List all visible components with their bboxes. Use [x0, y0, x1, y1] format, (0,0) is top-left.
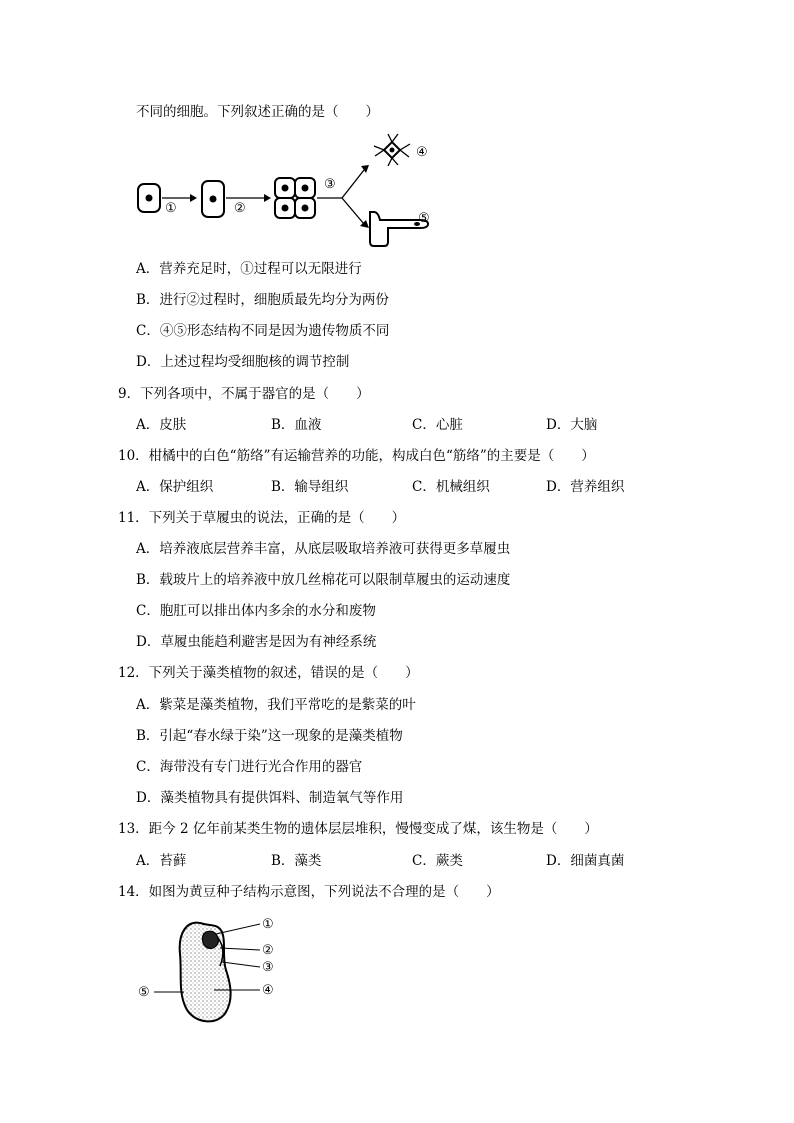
q8-stem: 不同的细胞。下列叙述正确的是（ ） [136, 104, 379, 120]
label-4: ④ [416, 145, 428, 160]
q11-option-c: C．胞肛可以排出体内多余的水分和废物 [136, 603, 376, 619]
q8-option-b: B．进行②过程时，细胞质最先均分为两份 [136, 292, 389, 308]
q13-stem: 13．距今 2 亿年前某类生物的遗体层层堆积，慢慢变成了煤，该生物是（ ） [118, 821, 598, 837]
q9-option-d: D．大脑 [546, 417, 598, 433]
q10-option-b: B．输导组织 [271, 479, 349, 495]
q11-stem: 11．下列关于草履虫的说法，正确的是（ ） [118, 510, 406, 526]
q12-option-a: A．紫菜是藻类植物，我们平常吃的是紫菜的叶 [136, 697, 416, 713]
cell-division-figure [132, 128, 452, 253]
q13-option-b: B．藻类 [271, 853, 322, 869]
q14-stem: 14．如图为黄豆种子结构示意图，下列说法不合理的是（ ） [118, 884, 500, 900]
seed-label-3: ③ [262, 960, 274, 975]
seed-label-2: ② [262, 943, 274, 958]
q11-option-d: D．草履虫能趋利避害是因为有神经系统 [136, 634, 377, 650]
seed-label-1: ① [262, 917, 274, 932]
q8-option-d: D．上述过程均受细胞核的调节控制 [136, 354, 350, 370]
q9-option-c: C．心脏 [412, 417, 463, 433]
q13-option-c: C．蕨类 [412, 853, 463, 869]
q10-option-d: D．营养组织 [546, 479, 625, 495]
q12-option-b: B．引起“春水绿于染”这一现象的是藻类植物 [136, 728, 403, 744]
q10-option-c: C．机械组织 [412, 479, 490, 495]
q13-option-a: A．苔藓 [136, 853, 187, 869]
q8-option-a: A．营养充足时，①过程可以无限进行 [136, 261, 362, 277]
q8-option-c: C．④⑤形态结构不同是因为遗传物质不同 [136, 323, 390, 339]
q11-option-b: B．载玻片上的培养液中放几丝棉花可以限制草履虫的运动速度 [136, 572, 511, 588]
q10-option-a: A．保护组织 [136, 479, 214, 495]
seed-label-4: ④ [262, 983, 274, 998]
soybean-seed-figure [134, 912, 294, 1030]
label-1: ① [165, 201, 177, 216]
q9-option-b: B．血液 [271, 417, 322, 433]
q12-option-d: D．藻类植物具有提供饵料、制造氧气等作用 [136, 790, 404, 806]
label-3: ③ [324, 177, 336, 192]
seed-label-5: ⑤ [138, 985, 150, 1000]
label-5: ⑤ [418, 211, 430, 226]
q9-stem: 9．下列各项中，不属于器官的是（ ） [118, 386, 370, 402]
q9-option-a: A．皮肤 [136, 417, 187, 433]
q11-option-a: A．培养液底层营养丰富，从底层吸取培养液可获得更多草履虫 [136, 541, 511, 557]
label-2: ② [234, 201, 246, 216]
q12-option-c: C．海带没有专门进行光合作用的器官 [136, 759, 363, 775]
q13-option-d: D．细菌真菌 [546, 853, 625, 869]
q12-stem: 12．下列关于藻类植物的叙述，错误的是（ ） [118, 665, 419, 681]
q10-stem: 10．柑橘中的白色“筋络”有运输营养的功能，构成白色“筋络”的主要是（ ） [118, 448, 595, 464]
